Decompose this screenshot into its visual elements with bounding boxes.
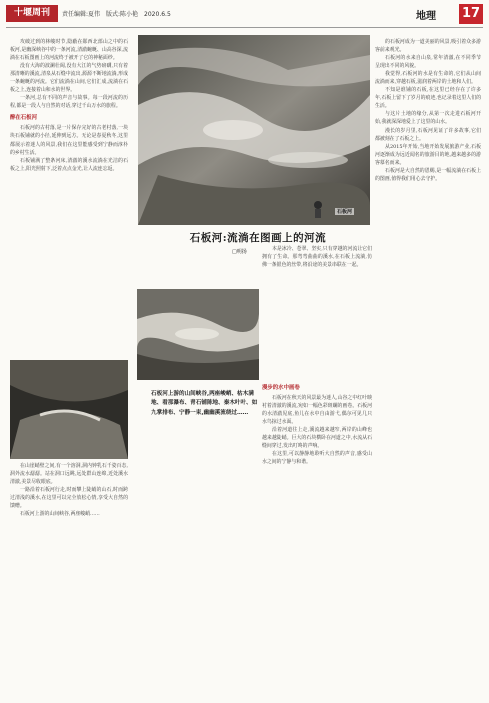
paragraph: 石板铺满了整条河床,清澈的溪水流淌在光洁的石板之上,阳光照射下,泛着点点金光,让人流连忘返。 bbox=[10, 157, 128, 172]
paragraph: 一路沿着石板河行走,时而攀上陡峭的山石,时而跨过清浅的溪水,在这里可以完全放松心情,享受大自然的馈赠。 bbox=[10, 487, 128, 510]
pull-quote: 石板河上游的山间峡谷,两座峻峭、枯木满地、看那瀑布、青石铺陈地、秦木叶叶、如九掌排布、宁静一束,幽幽溪流绕过…… bbox=[151, 391, 258, 416]
subheading: 醉在石板河 bbox=[10, 115, 37, 122]
paragraph: 石板河的古村落,是一片保存完好的古老村落,一块块石板铺就的小径,延伸到远方。无论是春夏秋冬,这里都展示着迷人的风景,我们在这里能感受到宁静而淳朴的乡村生活。 bbox=[10, 125, 128, 156]
paragraph: 石板河是大自然的恩赐,是一幅流淌在石板上的图画,值得我们用心去守护。 bbox=[375, 167, 481, 182]
cave-photo bbox=[10, 360, 128, 459]
paragraph: 攻破过到的林峻时节,隐蔽在郧西北部山之中的石板河,是幽深峡谷中的一条河流,清澈蜿蜒、山高谷深,流淌在石板图画上的河流终于被开了它的神秘面纱。 bbox=[10, 39, 128, 62]
paragraph: 石板河的水来自山泉,常年清澈,在不同季节呈现出不同的风貌。 bbox=[375, 55, 481, 70]
paragraph: 与这片土地的缘分,从第一次走进石板河开始,我就深深地爱上了这里的山水。 bbox=[375, 111, 481, 126]
article-title: 石板河:流淌在图画上的河流 bbox=[189, 232, 327, 244]
paragraph: 石板河上游的山间峡谷,两座峻峭…… bbox=[20, 511, 100, 518]
column-1-top bbox=[10, 38, 128, 356]
paragraph: 没有大海的波澜壮阔,没有大江的气势磅礴,只有着那清晰的溪流,清泉从石缝中流出,源源不断地流淌,形成一条蜿蜒的河流。它们流淌在山间,它们汇成,流淌在石板之上,连接着山和水的世界。 bbox=[10, 63, 128, 94]
paragraph: 沿着河道往上走,溪流越来越窄,两岸的山峰也越来越陡峭。巨大的石块横卧在河道之中,水流从石缝间穿过,发出叮咚的声响。 bbox=[262, 427, 372, 450]
paragraph: 一条河,总有不同的声音与故事。每一段河流的历程,都是一段人与自然的对话,穿过千山万水的旅程。 bbox=[10, 95, 128, 110]
subheading: 漫步的水中画卷 bbox=[262, 385, 300, 391]
river-stones-photo bbox=[137, 289, 259, 380]
paragraph: 漫长的岁月里,石板河见证了许多故事,它们都被刻在了石板之上。 bbox=[375, 127, 481, 142]
column-2-bottom bbox=[262, 380, 372, 700]
paragraph: 不知是谁铺的石板,在这里已经存在了许多年,石板上留下了岁月的痕迹,也记录着这里人们的生活。 bbox=[375, 87, 481, 110]
paragraph: 的石板河成为一道美丽的风景,吸引着众多游客前来观光。 bbox=[375, 39, 481, 54]
column-3 bbox=[375, 38, 481, 700]
paragraph: 从2015年开始,当地开始发展旅游产业,石板河逐渐成为远近闻名的旅游目的地,越来越多的游客慕名而来。 bbox=[375, 143, 481, 166]
paragraph: 在这里,可以静静地聆听大自然的声音,感受山水之间的宁静与和谐。 bbox=[262, 451, 372, 466]
paragraph: 本是冰冷、苍翠、坚实,只有穿越的河流让它们拥有了生命。那弯弯曲曲的溪水,在石板上流淌,仿佛一条银色的丝带,将沿途的美景串联在一起。 bbox=[262, 246, 372, 269]
photo-caption: 石板河 bbox=[337, 209, 353, 215]
article-author: □明扬 bbox=[232, 249, 247, 255]
editor-info: 责任编辑:夏伟 版式:陈小艳 2020.6.5 bbox=[62, 11, 171, 18]
paragraph: 石板河在秋天的风景最为迷人,山谷之中红叶映衬着清澈的溪流,宛如一幅色彩斑斓的画卷。石板河的水清澈见底,鱼儿在水中自由游弋,偶尔可见几只水鸟掠过水面。 bbox=[262, 395, 372, 426]
page-number: 17 bbox=[459, 4, 483, 24]
column-1-bottom bbox=[10, 462, 128, 700]
main-river-photo bbox=[138, 35, 370, 225]
publication-logo: 十堰周刊 bbox=[6, 5, 58, 22]
section-name: 地理 bbox=[416, 11, 436, 22]
paragraph: 我觉得,石板河的水是有生命的,它们从山间流淌而来,穿越石板,滋润着两岸的土地和人们。 bbox=[375, 71, 481, 86]
page-header bbox=[0, 0, 489, 26]
header-divider bbox=[6, 27, 483, 28]
column-2-top bbox=[262, 245, 372, 355]
paragraph: 在山崖峭壁之间,有一个溶洞,洞内钟乳石千姿百态,洞外流水潺潺。站在洞口远眺,远处群山连绵,近处溪水清澈,美景尽收眼底。 bbox=[10, 463, 128, 486]
